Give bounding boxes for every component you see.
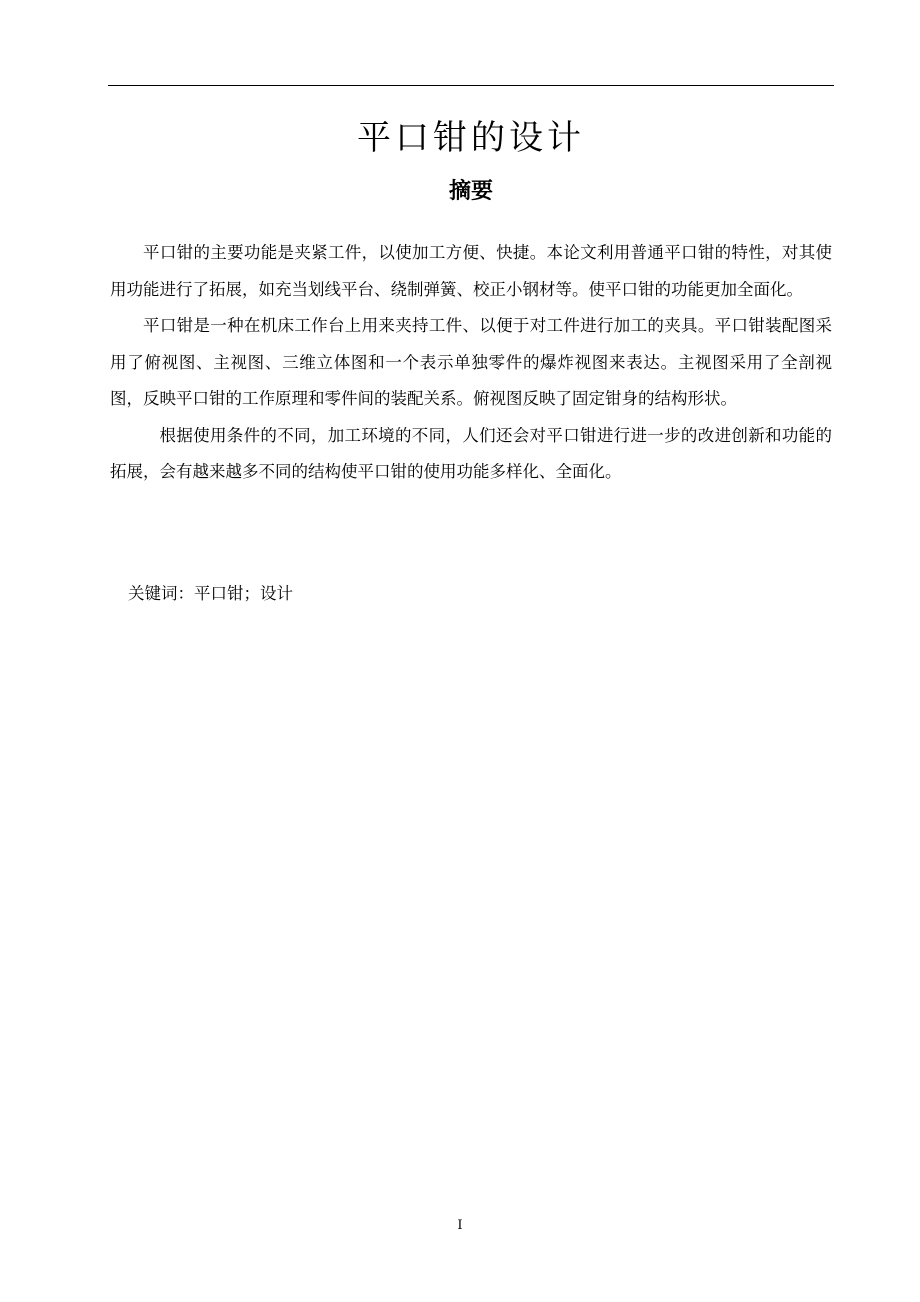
abstract-heading: 摘要: [448, 179, 493, 204]
keywords-label: 关键词：: [128, 584, 194, 603]
abstract-paragraph-1: 平口钳的主要功能是夹紧工件，以使加工方便、快捷。本论文利用普通平口钳的特性，对其使用功能进行了拓展，如充当划线平台、绕制弹簧、校正小钢材等。使平口钳的功能更加全面化。: [110, 243, 832, 299]
page-number: I: [457, 1218, 463, 1233]
abstract-paragraph-2: 平口钳是一种在机床工作台上用来夹持工件、以便于对工件进行加工的夹具。平口钳装配图采用了俯视图、主视图、三维立体图和一个表示单独零件的爆炸视图来表达。主视图采用了全剖视图，反映平口钳的工作原理和零件间的装配关系。俯视图反映了固定钳身的结构形状。: [110, 316, 832, 408]
header-rule: [108, 85, 834, 86]
keywords-value: 平口钳；设计: [194, 584, 293, 603]
abstract-paragraph-3: 根据使用条件的不同，加工环境的不同，人们还会对平口钳进行进一步的改进创新和功能的拓展，会有越来越多不同的结构使平口钳的使用功能多样化、全面化。: [110, 425, 832, 481]
keywords-line: [128, 576, 293, 612]
document-title: 平口钳的设计: [357, 118, 585, 158]
abstract-body: [110, 235, 832, 491]
